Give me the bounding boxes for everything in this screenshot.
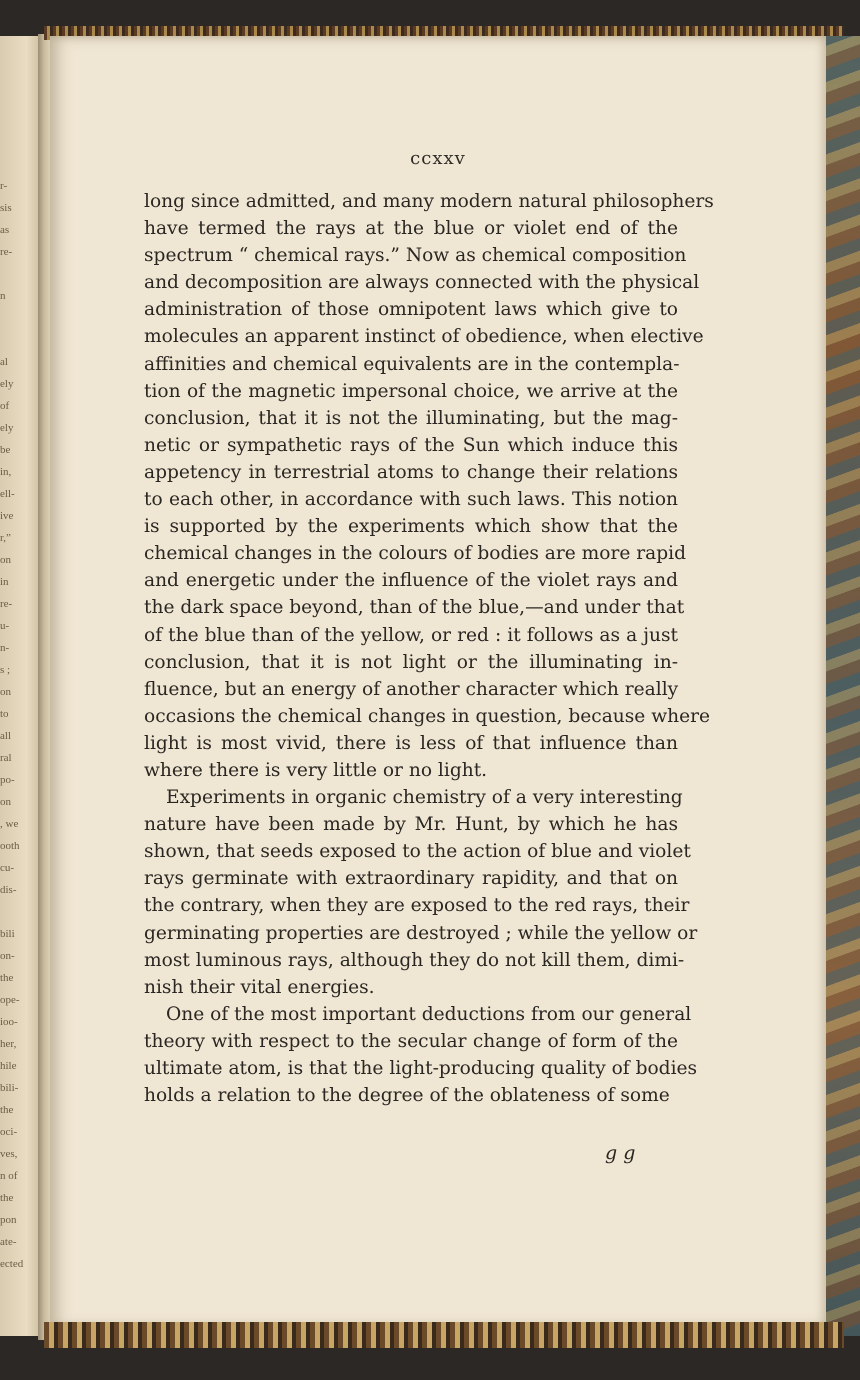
facing-page-fragment: on (0, 554, 11, 566)
text-line: chemical changes in the colours of bodies are more rapid (144, 543, 687, 565)
text-line: netic or sympathetic rays of the Sun which induce this (144, 434, 678, 456)
text-line: and decomposition are always connected with the physical (144, 272, 700, 294)
text-line: most luminous rays, although they do not kill them, dimi- (144, 949, 685, 971)
facing-page-fragment: r,” (0, 532, 11, 544)
facing-page-fragment: hile (0, 1060, 17, 1072)
facing-page-fragment: re- (0, 246, 13, 258)
facing-page-fragment: re- (0, 598, 13, 610)
facing-page-fragment: n of (0, 1170, 18, 1182)
facing-page-fragment: her, (0, 1038, 17, 1050)
text-line: where there is very little or no light. (144, 759, 488, 781)
facing-page-fragment: ely (0, 378, 14, 390)
facing-page-fragment: ves, (0, 1148, 18, 1160)
facing-page-fragment: sis (0, 202, 12, 214)
text-line: spectrum “ chemical rays.” Now as chemical composition (144, 245, 687, 267)
text-line: affinities and chemical equivalents are in the contempla- (144, 353, 680, 375)
facing-page-fragment: ely (0, 422, 14, 434)
text-line: and energetic under the influence of the violet rays and (144, 570, 678, 592)
text-line: tion of the magnetic impersonal choice, we arrive at the (144, 380, 678, 402)
facing-page-fragment: ive (0, 510, 14, 522)
text-line: rays germinate with extraordinary rapidity, and that on (144, 868, 678, 890)
facing-page-fragment: , we (0, 818, 19, 830)
text-line: the dark space beyond, than of the blue,—and under that (144, 597, 685, 619)
facing-page-fragment: as (0, 224, 10, 236)
text-line: conclusion, that it is not the illuminating, but the mag- (144, 407, 678, 429)
text-line: holds a relation to the degree of the oblateness of some (144, 1085, 670, 1107)
facing-page-fragment: the (0, 1104, 14, 1116)
text-line: have termed the rays at the blue or violet end of the (144, 218, 678, 240)
facing-page-fragment: ected (0, 1258, 24, 1270)
facing-page-fragment: in, (0, 466, 12, 478)
text-line: germinating properties are destroyed ; while the yellow or (144, 922, 698, 944)
facing-page-fragment: on- (0, 950, 15, 962)
text-line: long since admitted, and many modern natural philosophers (144, 191, 714, 212)
paragraph (144, 1001, 698, 1109)
facing-page-fragment: of (0, 400, 10, 412)
facing-page-fragment: s ; (0, 664, 11, 676)
facing-page-fragment: oci- (0, 1126, 18, 1138)
facing-page-fragment: al (0, 356, 8, 368)
facing-page-fragment: the (0, 1192, 14, 1204)
facing-page-fragment: pon (0, 1214, 17, 1226)
page-number: ccxxv (410, 148, 466, 169)
bottom-binding-edge (44, 1322, 844, 1348)
facing-page-fragment: on (0, 796, 11, 808)
facing-page-fragment: ioo- (0, 1016, 18, 1028)
text-line: the contrary, when they are exposed to the red rays, their (144, 895, 690, 917)
facing-page-fragment: cu- (0, 862, 15, 874)
facing-page-fragment: bili- (0, 1082, 19, 1094)
facing-page-fragment: dis- (0, 884, 17, 896)
paragraph (144, 784, 698, 1001)
facing-page-fragment: to (0, 708, 9, 720)
facing-page-fragment: ooth (0, 840, 20, 852)
facing-page-fragment: on (0, 686, 11, 698)
text-line: nature have been made by Mr. Hunt, by which he has (144, 814, 678, 836)
text-line: One of the most important deductions from our general (166, 1003, 692, 1025)
text-line: nish their vital energies. (144, 976, 375, 998)
facing-page-fragment: ope- (0, 994, 20, 1006)
facing-page-fragment: the (0, 972, 14, 984)
facing-page-fragment: n (0, 290, 6, 302)
facing-page-fragment: in (0, 576, 9, 588)
facing-page-fragment: ate- (0, 1236, 17, 1248)
text-line: administration of those omnipotent laws which give to (144, 299, 678, 321)
paragraph (144, 188, 714, 784)
facing-page-fragment: ell- (0, 488, 15, 500)
text-line: ultimate atom, is that the light-producing quality of bodies (144, 1058, 698, 1079)
text-line: fluence, but an energy of another character which really (144, 678, 679, 700)
facing-page-fragment: all (0, 730, 11, 742)
text-line: light is most vivid, there is less of that influence than (144, 732, 678, 754)
book-page (50, 36, 826, 1328)
text-line: is supported by the experiments which show that the (144, 516, 678, 538)
facing-page-fragment: u- (0, 620, 10, 632)
facing-page-fragment: ral (0, 752, 12, 764)
facing-page-fragment: n- (0, 642, 10, 654)
text-line: Experiments in organic chemistry of a very interesting (166, 787, 683, 809)
signature-mark: g g (605, 1142, 636, 1164)
facing-page-fragment: bili (0, 928, 15, 940)
facing-page-fragment: po- (0, 774, 15, 786)
text-line: occasions the chemical changes in question, because where (144, 705, 711, 727)
text-line: conclusion, that it is not light or the illuminating in- (144, 651, 678, 673)
text-line: shown, that seeds exposed to the action of blue and violet (144, 841, 691, 863)
facing-page-fragment: be (0, 444, 11, 456)
body-text (144, 188, 714, 1109)
text-line: to each other, in accordance with such laws. This notion (144, 489, 678, 511)
text-line: molecules an apparent instinct of obedience, when elective (144, 326, 704, 348)
text-line: of the blue than of the yellow, or red : it follows as a just (144, 624, 678, 646)
text-line: appetency in terrestrial atoms to change their relations (144, 461, 678, 483)
text-line: theory with respect to the secular change of form of the (144, 1030, 678, 1052)
facing-page-fragment: r- (0, 180, 8, 192)
